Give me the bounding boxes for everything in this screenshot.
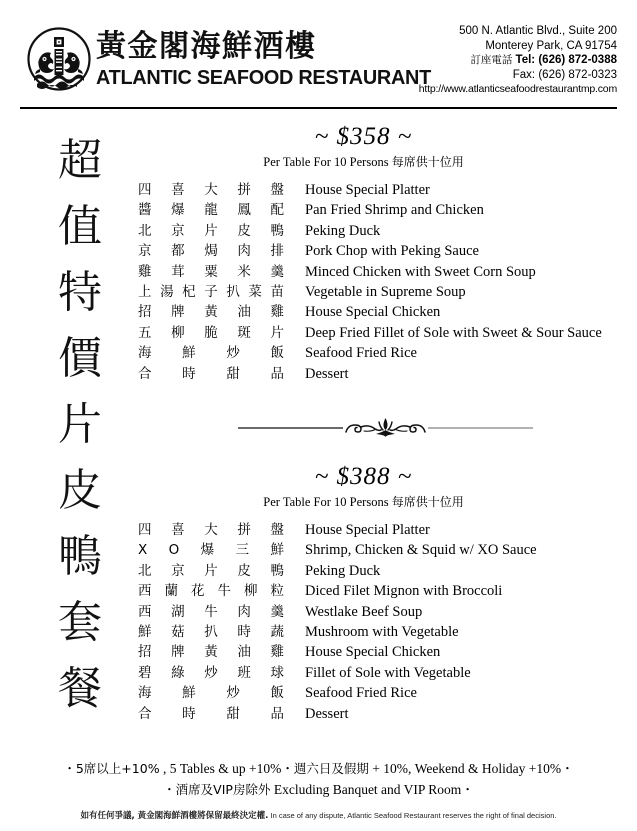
- menu-item-row: [130, 262, 637, 282]
- surcharge-note: [0, 758, 637, 779]
- menu-item-name-chinese: 上 湯 杞 子 扒 菜 苗: [138, 283, 284, 300]
- contact-info: [419, 24, 617, 97]
- phone-label-english: Tel:: [515, 54, 536, 67]
- exclusion-note-en: Excluding Banquet and VIP Room: [270, 782, 462, 797]
- phone-line: [419, 53, 617, 68]
- address-line-2: Monterey Park, CA 91754: [485, 39, 617, 52]
- legal-disclaimer: [0, 810, 637, 822]
- menu-item-name-chinese: 招 牌 黃 油 雞: [138, 304, 284, 321]
- menu-item-name-english: House Special Platter: [305, 182, 430, 198]
- menu-item-name-chinese: 雞 茸 粟 米 羹: [138, 263, 284, 280]
- menu-item-row: [130, 622, 637, 642]
- menu-item-name-chinese: 五 柳 脆 斑 片: [138, 324, 284, 341]
- menu-item-row: [130, 561, 637, 581]
- serving-note-english: Per Table For 10 Persons: [263, 495, 392, 509]
- menu-item-row: [130, 663, 637, 683]
- menu-item-name-chinese: 北 京 片 皮 鴨: [138, 562, 284, 579]
- brand-block: [96, 29, 431, 90]
- menu-item-row: [130, 282, 637, 302]
- menu-item-name-english: House Special Platter: [305, 522, 430, 538]
- menu-item-row: [130, 323, 637, 343]
- menu-item-name-chinese: 招 牌 黃 油 雞: [138, 644, 284, 661]
- menu-item-list: [130, 180, 637, 384]
- section-serving-note: [130, 153, 637, 171]
- website-url[interactable]: http://www.atlanticseafoodrestaurantmp.com: [418, 83, 617, 96]
- menu-item-name-english: Minced Chicken with Sweet Corn Soup: [305, 263, 536, 280]
- menu-item-name-english: Seafood Fried Rice: [305, 685, 417, 702]
- restaurant-seal-logo-icon: [27, 27, 91, 91]
- menu-item-row: [130, 302, 637, 322]
- menu-item-name-chinese: 四 喜 大 拼 盤: [138, 182, 284, 198]
- surcharge-note-cn-a: ・5席以上+10%: [63, 761, 160, 776]
- ornamental-flourish-divider-icon: [238, 414, 533, 442]
- menu-item-name-chinese: 碧 綠 炒 班 球: [138, 664, 284, 681]
- serving-note-chinese: 每席供十位用: [391, 495, 464, 509]
- menu-item-name-chinese: 合 時 甜 品: [138, 365, 284, 382]
- surcharge-note-end: ・: [561, 761, 574, 776]
- menu-item-name-english: Westlake Beef Soup: [305, 603, 423, 620]
- menu-item-row: [130, 221, 637, 241]
- vertical-title-char: 皮: [58, 465, 102, 516]
- brand-name-chinese: 黃金閣海鮮酒樓: [96, 29, 317, 64]
- menu-item-row: [130, 540, 637, 560]
- menu-item-name-chinese: 西 蘭 花 牛 柳 粒: [138, 583, 284, 600]
- vertical-title-char: 餐: [58, 663, 102, 714]
- surcharge-note-cn-b: ・週六日及假期: [281, 761, 369, 776]
- address-line-1: 500 N. Atlantic Blvd., Suite 200: [459, 25, 617, 37]
- vertical-title-char: 價: [58, 333, 102, 384]
- menu-item-name-english: Dessert: [305, 365, 349, 382]
- menu-item-row: [130, 241, 637, 261]
- surcharge-note-en-a: , 5 Tables & up +10%: [159, 761, 282, 776]
- menu-item-row: [130, 642, 637, 662]
- vertical-title-char: 超: [58, 135, 102, 186]
- vertical-promo-title: [44, 128, 116, 722]
- serving-note-chinese: 每席供十位用: [391, 155, 464, 169]
- fax-label: Fax:: [512, 68, 536, 81]
- exclusion-note-cn: ・酒席及VIP房除外: [163, 782, 271, 797]
- menu-item-name-chinese: 北 京 片 皮 鴨: [138, 222, 284, 239]
- menu-item-name-english: Dessert: [305, 705, 349, 722]
- menu-item-row: [130, 343, 637, 363]
- menu-item-row: [130, 200, 637, 220]
- menu-item-name-english: Peking Duck: [305, 562, 381, 579]
- menu-item-row: [130, 704, 637, 724]
- phone-number[interactable]: (626) 872-0388: [538, 54, 617, 67]
- disclaimer-english: In case of any dispute, Atlantic Seafood Restaurant reserves the right of final decision.: [268, 811, 557, 820]
- menu-item-name-english: Mushroom with Vegetable: [305, 623, 459, 640]
- disclaimer-chinese: 如有任何爭議, 黃金閣海鮮酒樓將保留最終決定權.: [80, 811, 269, 821]
- menu-item-row: [130, 683, 637, 703]
- phone-label-chinese: 訂座電話: [470, 54, 513, 67]
- menu-item-name-chinese: 醬 爆 龍 鳳 配: [138, 202, 284, 219]
- menu-item-row: [130, 520, 637, 540]
- menu-item-name-chinese: 西 湖 牛 肉 羹: [138, 603, 284, 620]
- menu-item-name-chinese: 四 喜 大 拼 盤: [138, 522, 284, 538]
- menu-item-row: [130, 180, 637, 200]
- vertical-title-char: 鴨: [58, 531, 102, 582]
- menu-item-name-english: Pan Fried Shrimp and Chicken: [305, 202, 484, 219]
- section-serving-note: [130, 493, 637, 511]
- serving-note-english: Per Table For 10 Persons: [263, 155, 392, 169]
- menu-item-row: [130, 581, 637, 601]
- menu-item-name-english: Vegetable in Supreme Soup: [305, 283, 466, 300]
- menu-item-name-english: House Special Chicken: [305, 304, 441, 321]
- vertical-title-char: 套: [58, 597, 102, 648]
- menu-item-list: [130, 520, 637, 724]
- menu-item-name-english: House Special Chicken: [305, 644, 441, 661]
- vertical-title-char: 片: [58, 399, 102, 450]
- header-divider-rule: [20, 107, 617, 109]
- menu-item-name-english: Diced Filet Mignon with Broccoli: [305, 583, 503, 600]
- exclusion-note-end: ・: [461, 782, 474, 797]
- page-footer: [0, 758, 637, 822]
- menu-item-name-chinese: 海 鮮 炒 飯: [138, 685, 284, 702]
- menu-item-name-english: Deep Fried Fillet of Sole with Sweet & Sour Sauce: [305, 324, 602, 341]
- menu-item-name-english: Pork Chop with Peking Sauce: [305, 243, 479, 260]
- fax-line: [419, 68, 617, 83]
- menu-item-name-chinese: 京 都 焗 肉 排: [138, 243, 284, 260]
- menu-item-name-english: Seafood Fried Rice: [305, 345, 417, 362]
- brand-name-english: ATLANTIC SEAFOOD RESTAURANT: [96, 66, 431, 89]
- menu-item-row: [130, 364, 637, 384]
- menu-item-name-english: Fillet of Sole with Vegetable: [305, 664, 471, 681]
- menu-item-name-chinese: X O 爆 三 鮮: [138, 542, 284, 559]
- vertical-title-char: 特: [58, 267, 102, 318]
- menu-section-388: [130, 462, 637, 724]
- vertical-title-char: 值: [58, 201, 102, 252]
- menu-item-name-english: Peking Duck: [305, 222, 381, 239]
- menu-section-358: [130, 122, 637, 384]
- menu-item-name-english: Shrimp, Chicken & Squid w/ XO Sauce: [305, 542, 537, 559]
- fax-number: (626) 872-0323: [538, 68, 617, 81]
- section-price: ~ $358 ~: [314, 123, 413, 150]
- menu-item-name-chinese: 鮮 菇 扒 時 蔬: [138, 623, 284, 640]
- exclusion-note: [0, 779, 637, 800]
- menu-item-row: [130, 602, 637, 622]
- menu-item-name-chinese: 合 時 甜 品: [138, 705, 284, 722]
- surcharge-note-en-b: + 10%, Weekend & Holiday +10%: [368, 761, 562, 776]
- menu-item-name-chinese: 海 鮮 炒 飯: [138, 345, 284, 362]
- section-price: ~ $388 ~: [314, 463, 413, 490]
- page-header: [0, 0, 637, 110]
